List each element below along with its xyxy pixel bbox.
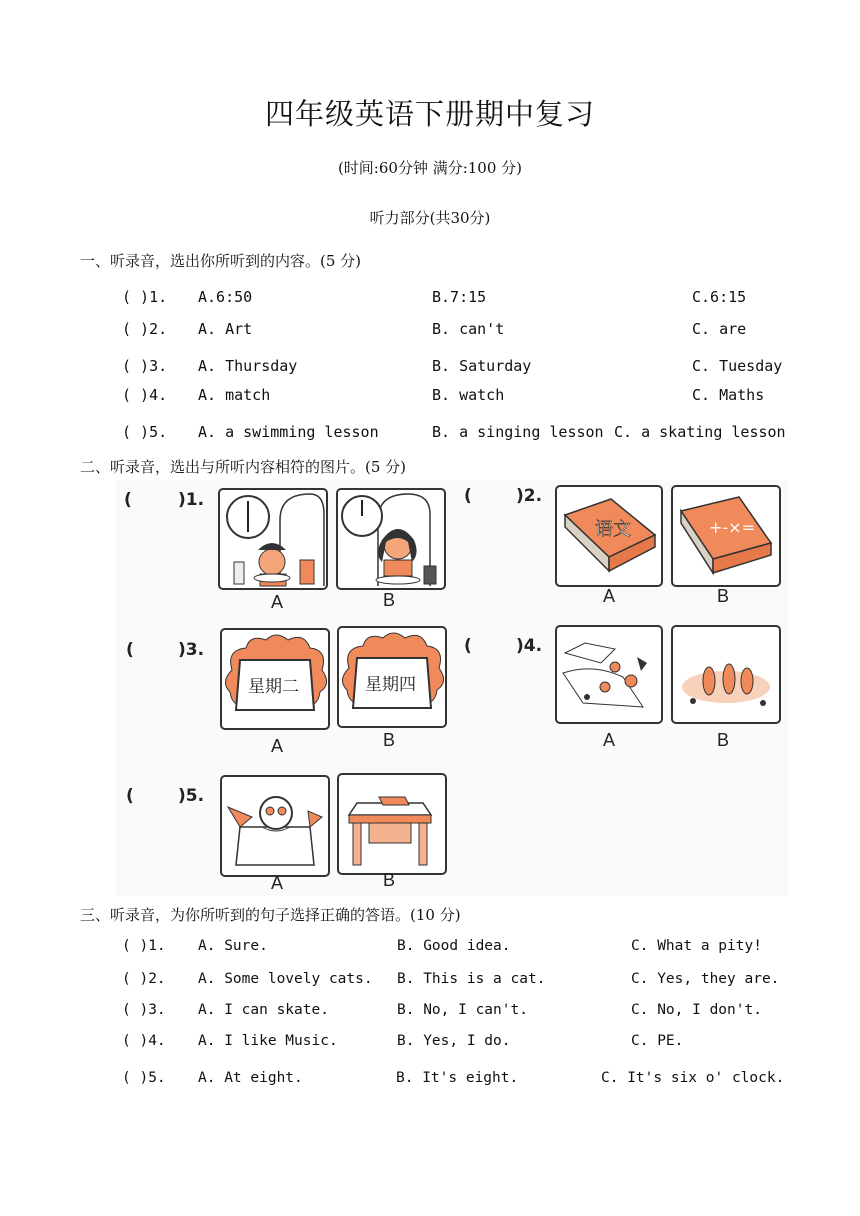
option-c: C. Tuesday — [692, 357, 783, 375]
option-b: B. can't — [432, 320, 505, 338]
option-b: B. It's eight. — [396, 1070, 519, 1086]
option-b: B. Yes, I do. — [397, 1033, 511, 1049]
question-number: ( )5. — [122, 423, 168, 441]
page-title: 四年级英语下册期中复习 — [264, 97, 595, 131]
picture-questions — [116, 480, 788, 896]
match-scene-icon — [557, 627, 661, 722]
section3-heading: 三、听录音，为你所听到的句子选择正确的答语。(10 分) — [80, 906, 461, 924]
option-a: A. Thursday — [198, 357, 298, 375]
picture-3a — [220, 628, 330, 730]
option-a: A. Some lovely cats. — [198, 971, 373, 987]
option-b: B.7:15 — [432, 288, 487, 306]
picture-5a — [220, 775, 330, 877]
picture-label-b: B — [716, 586, 729, 606]
option-b: B. This is a cat. — [397, 971, 546, 987]
option-c: C. Yes, they are. — [631, 971, 780, 987]
option-b: B. Saturday — [432, 357, 532, 375]
picture-question-number: )4. — [516, 636, 543, 656]
weekday-sign-a: 星期二 — [248, 677, 299, 697]
option-c: C. No, I don't. — [631, 1002, 762, 1018]
picture-1b — [336, 488, 446, 590]
picture-question-number: )2. — [516, 486, 543, 506]
picture-5b — [337, 773, 447, 875]
picture-label-b: B — [382, 590, 395, 610]
picture-label-a: A — [270, 873, 283, 893]
picture-question-number: )1. — [178, 490, 205, 510]
picture-question-number: )3. — [178, 640, 205, 660]
robot-in-box-icon — [222, 777, 328, 875]
picture-label-a: A — [602, 586, 615, 606]
picture-label-b: B — [716, 730, 729, 750]
tuesday-sign-icon — [222, 630, 328, 728]
option-b: B. a singing lesson — [432, 423, 604, 441]
picture-label-a: A — [602, 730, 615, 750]
answer-bracket: ( — [464, 486, 472, 506]
desk-icon — [339, 775, 445, 873]
picture-4a — [555, 625, 663, 724]
weekday-sign-b: 星期四 — [365, 675, 416, 695]
option-c: C. PE. — [631, 1033, 684, 1049]
option-c: C. What a pity! — [631, 938, 762, 954]
answer-bracket: ( — [464, 636, 472, 656]
option-b: B. Good idea. — [397, 938, 511, 954]
question-number: ( )4. — [122, 1033, 166, 1049]
option-a: A. I like Music. — [198, 1033, 338, 1049]
question-number: ( )2. — [122, 320, 168, 338]
option-a: A. I can skate. — [198, 1002, 329, 1018]
picture-label-b: B — [382, 730, 395, 750]
section2-heading: 二、听录音，选出与所听内容相符的图片。(5 分) — [80, 458, 407, 476]
clock-breakfast-icon — [338, 490, 444, 588]
question-number: ( )1. — [122, 938, 166, 954]
part-heading: 听力部分(共30分) — [369, 209, 491, 227]
picture-1a — [218, 488, 328, 590]
chinese-book-icon — [557, 487, 661, 585]
exam-info: (时间:60分钟 满分:100 分) — [337, 159, 523, 177]
option-a: A. Art — [198, 320, 253, 338]
question-number: ( )5. — [122, 1070, 166, 1086]
picture-label-a: A — [270, 592, 283, 612]
option-a: A.6:50 — [198, 288, 253, 306]
option-c: C. It's six o' clock. — [601, 1070, 785, 1086]
answer-bracket: ( — [124, 490, 132, 510]
question-number: ( )1. — [122, 288, 168, 306]
book-title-b: +-×= — [709, 518, 755, 537]
answer-bracket: ( — [126, 640, 134, 660]
picture-label-a: A — [270, 736, 283, 756]
picture-3b — [337, 626, 447, 728]
option-a: A. At eight. — [198, 1070, 303, 1086]
option-a: A. match — [198, 386, 271, 404]
clock-eating-icon — [220, 490, 326, 588]
option-c: C. Maths — [692, 386, 765, 404]
watch-scene-icon — [673, 627, 779, 722]
picture-2b — [671, 485, 781, 587]
thursday-sign-icon — [339, 628, 445, 726]
question-number: ( )2. — [122, 971, 166, 987]
picture-label-b: B — [382, 870, 395, 890]
picture-2a — [555, 485, 663, 587]
option-a: A. Sure. — [198, 938, 268, 954]
section1-heading: 一、听录音，选出你所听到的内容。(5 分) — [80, 252, 362, 270]
option-c: C. are — [692, 320, 747, 338]
book-title-a: 语文 — [595, 519, 631, 540]
option-c: C. a skating lesson — [614, 423, 786, 441]
option-b: B. watch — [432, 386, 505, 404]
question-number: ( )3. — [122, 357, 168, 375]
question-number: ( )4. — [122, 386, 168, 404]
option-b: B. No, I can't. — [397, 1002, 528, 1018]
maths-book-icon — [673, 487, 779, 585]
answer-bracket: ( — [126, 786, 134, 806]
picture-question-number: )5. — [178, 786, 205, 806]
picture-4b — [671, 625, 781, 724]
option-a: A. a swimming lesson — [198, 423, 379, 441]
option-c: C.6:15 — [692, 288, 747, 306]
question-number: ( )3. — [122, 1002, 166, 1018]
